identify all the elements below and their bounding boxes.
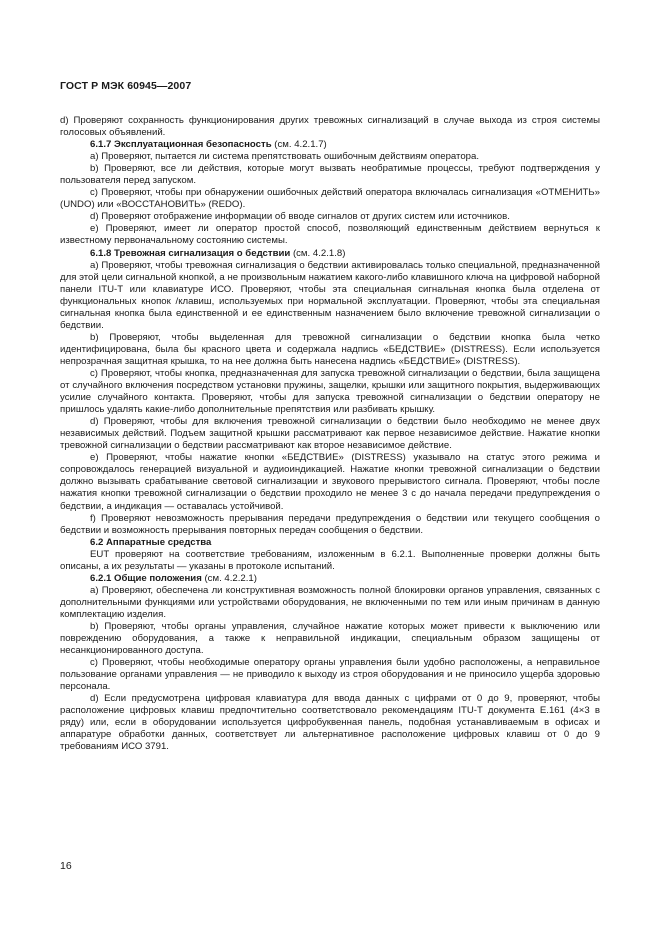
heading-title: 6.2.1 Общие положения	[90, 572, 202, 584]
paragraph: f) Проверяют невозможность прерывания передачи предупреждения о бедствии или текущего сообщения о бедствии и возможность прерывания повторных передач сообщения о бедствии.	[60, 512, 600, 536]
paragraph: d) Проверяют отображение информации об вводе сигналов от других систем или источников.	[90, 211, 510, 223]
paragraph: d) Проверяют, чтобы для включения тревожной сигнализации о бедствии было необходимо не менее двух независимых действий. Подъем защитной крышки рассматривают как первое независимое действие. Нажатие кнопки тревожной сигнализации о бедствии рассматривают как второе независимое действие.	[60, 416, 600, 452]
paragraph: c) Проверяют, чтобы кнопка, предназначенная для запуска тревожной сигнализации о бедствии, была защищена от случайного включения посредством установки пружины, защелки, крышки или защитного покрытия, выдерживающих усилие случайного контакта. Проверяют, чтобы для запуска тревожной сигнализации о бедствии оператору не пришлось удалять какие-либо дополнительные препятствия или разбивать крышку.	[60, 367, 600, 416]
paragraph: d) Проверяют сохранность функционирования других тревожных сигнализаций в случае выхода из строя системы голосовых объявлений.	[60, 115, 600, 139]
heading-ref: (см. 4.2.2.1)	[204, 572, 257, 584]
paragraph: a) Проверяют, обеспечена ли конструктивная возможность полной блокировки органов управления, связанных с дополнительными функциями или устройствами оборудования, не включенными по тем или иным причинам в данную комплектацию изделия.	[60, 584, 600, 620]
paragraph: b) Проверяют, чтобы органы управления, случайное нажатие которых может привести к выключению или повреждению оборудования, а также к неправильной индикации, специальным образом защищены от несанкционированного доступа.	[60, 620, 600, 657]
heading-ref: (см. 4.2.1.8)	[292, 247, 346, 259]
paragraph: EUT проверяют на соответствие требованиям, изложенным в 6.2.1. Выполненные проверки должны быть описаны, а их результаты — указаны в протоколе испытаний.	[60, 548, 600, 572]
heading-title: 6.1.7 Эксплуатационная безопасность	[90, 139, 272, 151]
paragraph: e) Проверяют, чтобы нажатие кнопки «БЕДСТВИЕ» (DISTRESS) указывало на статус этого режима и сопровождалось генерацией визуальной и аудиоиндикацией. Нажатие кнопки тревожной сигнализации о бедствии должно вызывать срабатывание световой сигнализации и звукового прерывистого сигнала. Проверяют, чтобы после нажатия кнопки тревожной сигнализации о бедствии проходило не менее 3 с до начала передачи предупреждения о бедствии, а индикация — оставалась устойчивой.	[60, 452, 600, 512]
heading-ref: (см. 4.2.1.7)	[274, 139, 327, 151]
document-header: ГОСТ Р МЭК 60945—2007	[60, 80, 192, 92]
paragraph: b) Проверяют, чтобы выделенная для тревожной сигнализации о бедствии кнопка была четко идентифицирована, была бы красного цвета и содержала надпись «БЕДСТВИЕ» (DISTRESS). Если используется непрозрачная защитная крышка, то на нее должна быть нанесена надпись «БЕДСТВИЕ» (DISTRESS).	[60, 331, 600, 367]
paragraph: e) Проверяют, имеет ли оператор простой способ, позволяющий единственным действием вернуться к известному первоначальному состоянию системы.	[60, 223, 600, 247]
heading-title: 6.2 Аппаратные средства	[90, 536, 212, 548]
document-body	[60, 115, 600, 753]
section-heading-6-1-8	[60, 248, 600, 260]
page-number: 16	[60, 860, 72, 872]
paragraph: b) Проверяют, все ли действия, которые могут вызвать необратимые процессы, требуют подтверждения у пользователя перед запуском.	[60, 163, 600, 187]
paragraph: a) Проверяют, чтобы тревожная сигнализация о бедствии активировалась только специальной, предназначенной для этой цели сигнальной кнопкой, а не произвольным нажатием какого-либо клавишного ключа на цифровой наборной панели ITU-T или клавиатуре ИСО. Проверяют, чтобы эта специальная сигнальная кнопка была отделена от функциональных кнопок /клавиш, используемых при нормальной эксплуатации. Проверяют, чтобы эта специальная сигнальная кнопка была единственной и ее единственным назначением было включение тревожной сигнализации о бедствии.	[60, 259, 600, 331]
paragraph: d) Если предусмотрена цифровая клавиатура для ввода данных с цифрами от 0 до 9, проверяют, чтобы расположение цифровых клавиш предпочтительно соответствовало рекомендациям ITU-T документа E.161 (4×3 в ряду) или, если в оборудовании используется цифробуквенная панель, подобная устанавливаемым в офисах и аппаратуре обработки данных, соответствует ли альтернативное расположение цифровых клавиш от 0 до 9 требованиям ИСО 3791.	[60, 693, 600, 753]
section-heading-6-1-7	[60, 139, 600, 151]
paragraph: c) Проверяют, чтобы при обнаружении ошибочных действий оператора включалась сигнализация «ОТМЕНИТЬ» (UNDO) или «ВОССТАНОВИТЬ» (REDO).	[60, 187, 600, 211]
section-heading-6-2-1	[60, 573, 600, 585]
paragraph: c) Проверяют, чтобы необходимые оператору органы управления были удобно расположены, а неправильное пользование органами управления — не приводило к выходу из строя оборудования и не приносило ущерба здоровью персонала.	[60, 657, 600, 693]
paragraph: a) Проверяют, пытается ли система препятствовать ошибочным действиям оператора.	[90, 151, 479, 163]
section-heading-6-2	[60, 537, 600, 549]
heading-title: 6.1.8 Тревожная сигнализация о бедствии	[90, 247, 291, 259]
